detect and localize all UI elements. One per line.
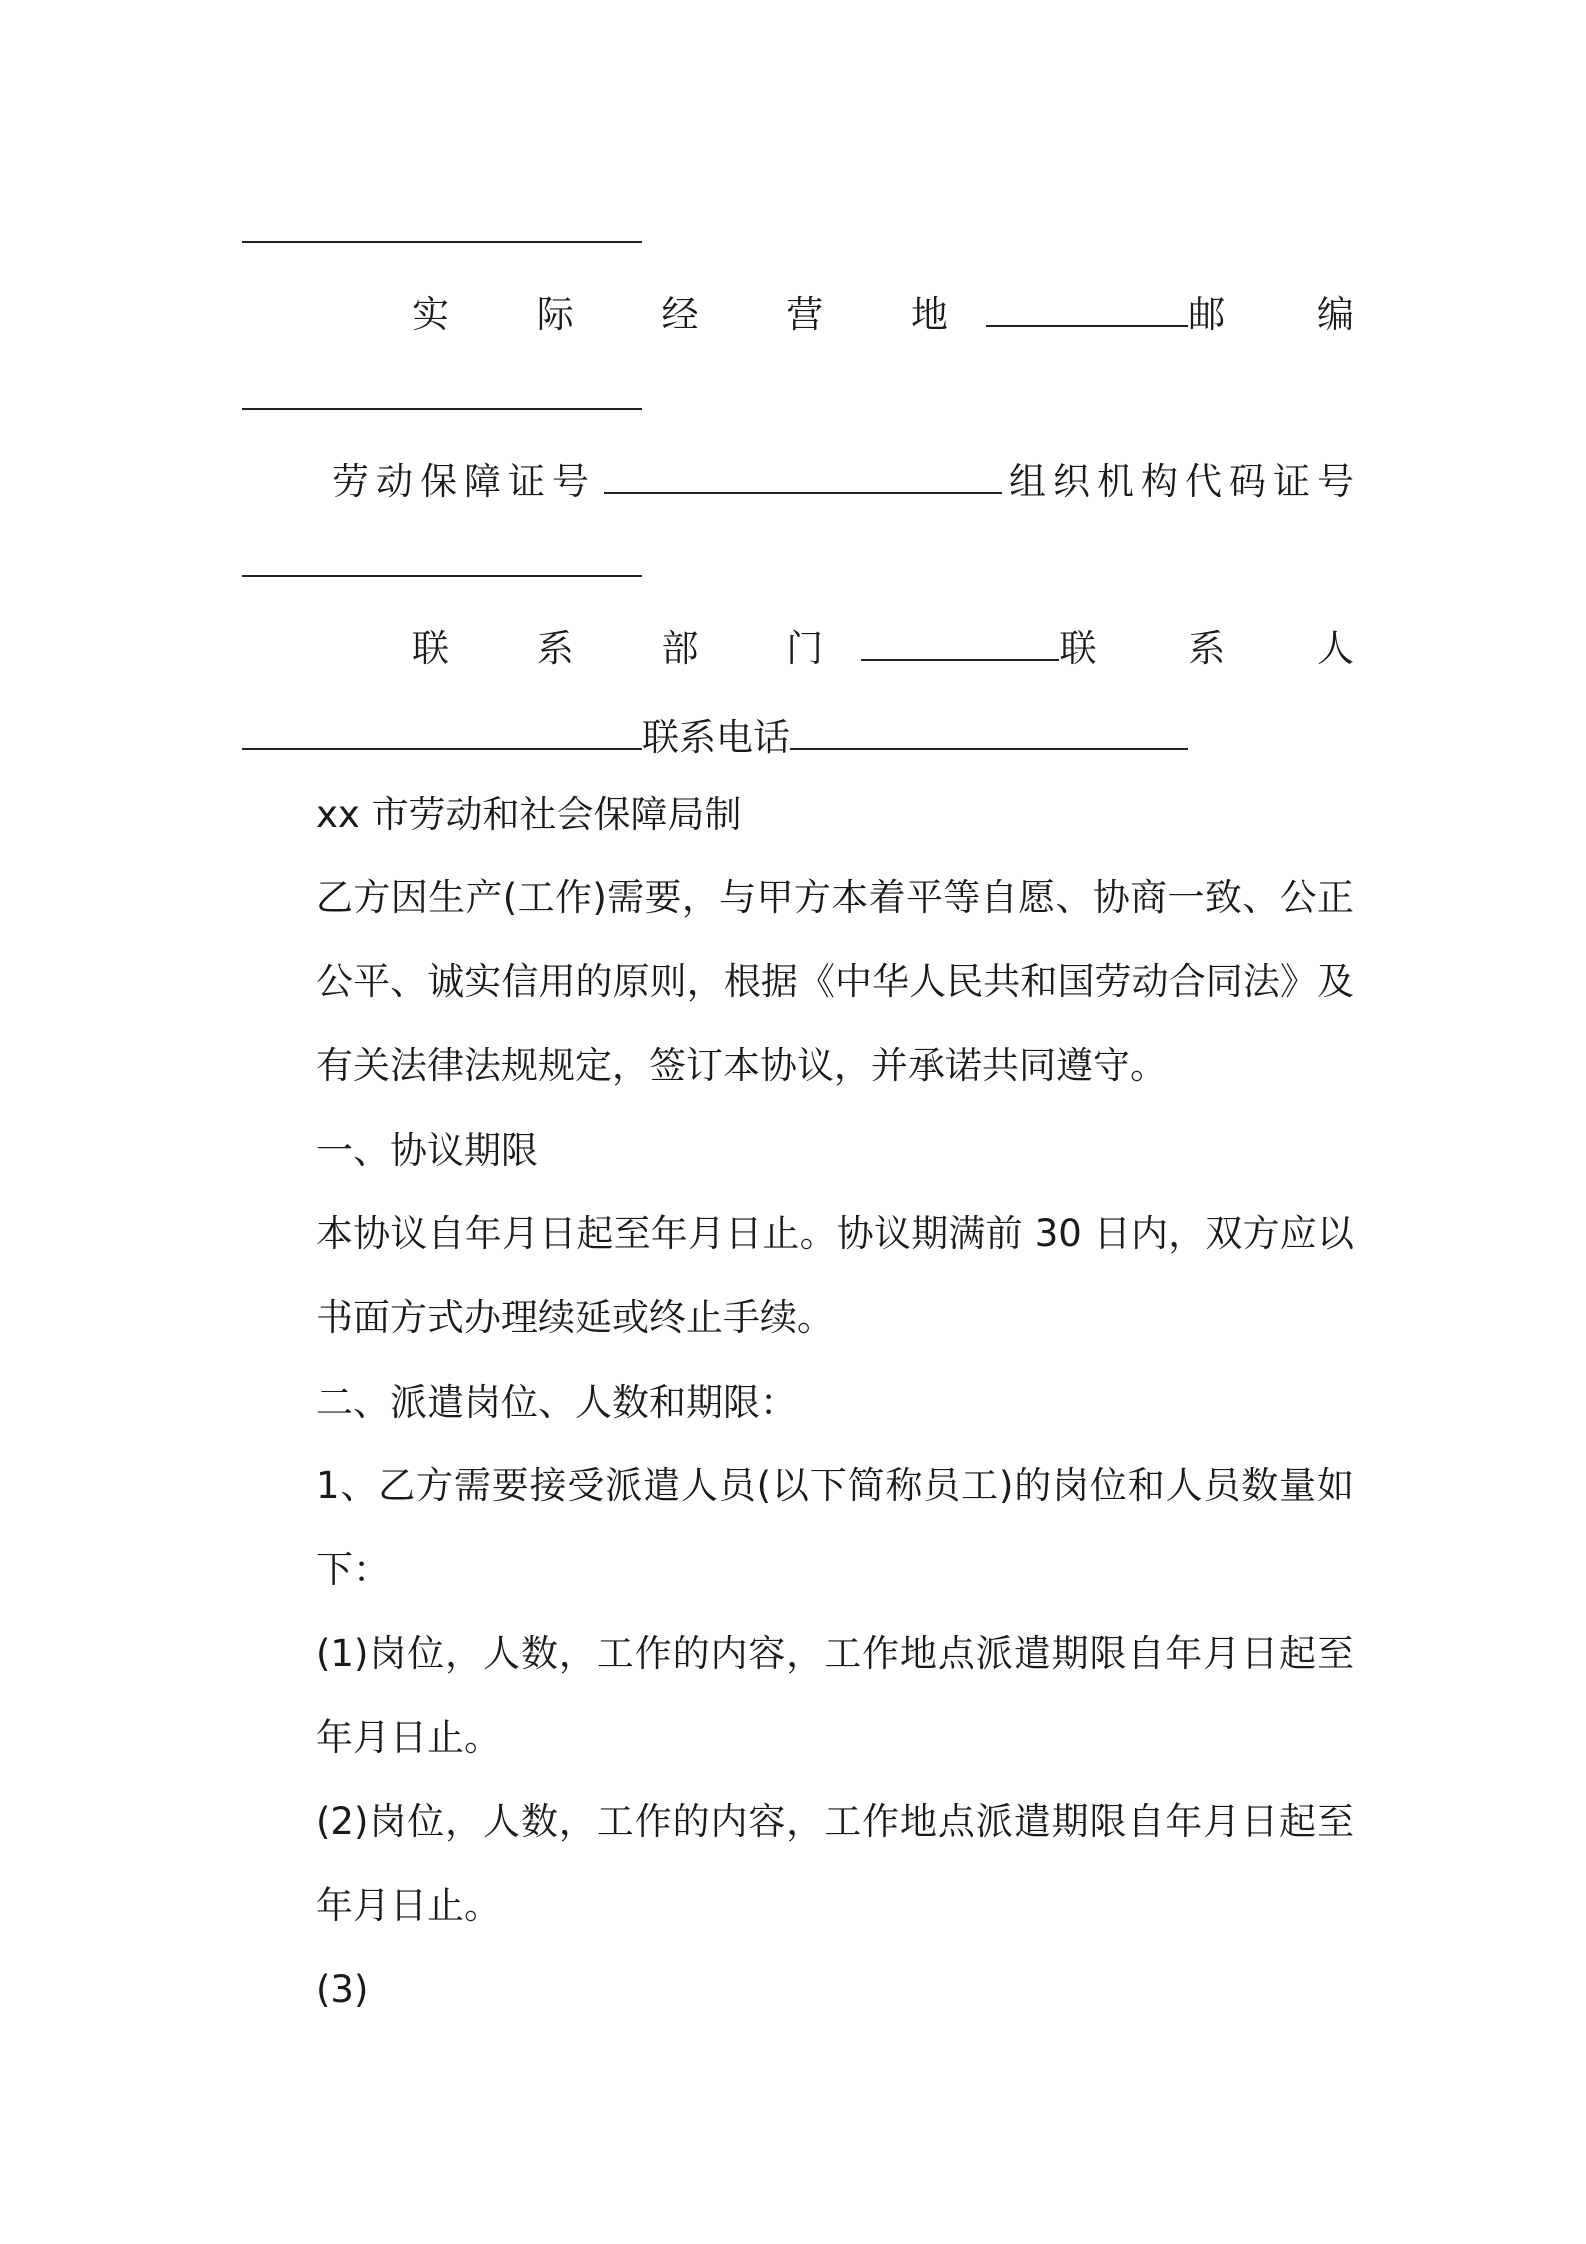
section2-item1-2	[242, 1780, 1354, 1948]
address-row	[242, 290, 1394, 340]
contact-dept-label: 联 系 部 门	[412, 627, 862, 670]
section1-body: 本协议自年月日起至年月日止。协议期满前 30 日内，双方应以书面方式办理续延或终止手续。	[316, 1212, 1354, 1339]
item1-2-text: (2)岗位，人数，工作的内容，工作地点派遣期限自年月日起至年月日止。	[316, 1800, 1354, 1927]
blank-line-top	[242, 206, 1354, 256]
item1-3-text: (3)	[316, 1968, 369, 2011]
section1-heading: 一、协议期限	[316, 1129, 538, 1172]
item1-1-text: (1)岗位，人数，工作的内容，工作地点派遣期限自年月日起至年月日止。	[316, 1632, 1354, 1759]
actual-address-label: 实 际 经 营 地	[412, 293, 987, 336]
item1-text: 1、乙方需要接受派遣人员(以下简称员工)的岗位和人员数量如下：	[316, 1464, 1354, 1591]
phone-row	[242, 713, 1354, 763]
contact-dept-blank	[861, 625, 1059, 661]
underline	[242, 541, 642, 577]
contact-phone-blank	[790, 714, 1188, 750]
intro-paragraph	[242, 856, 1354, 1108]
section2-item1	[242, 1444, 1354, 1612]
labor-cert-blank	[604, 458, 1002, 494]
contact-row	[242, 624, 1394, 674]
contact-phone-label: 联系电话	[642, 716, 790, 759]
contact-person-blank	[242, 714, 642, 750]
section2-item1-1	[242, 1612, 1354, 1780]
labor-cert-label: 劳动保障证号	[332, 460, 596, 503]
postal-code-label: 邮 编	[1188, 293, 1394, 336]
blank-line-org	[242, 540, 1354, 590]
address-blank	[986, 291, 1188, 327]
section1-paragraph	[242, 1192, 1354, 1360]
intro-text: 乙方因生产(工作)需要，与甲方本着平等自愿、协商一致、公正公平、诚实信用的原则，根据《中华人民共和国劳动合同法》及有关法律法规规定，签订本协议，并承诺共同遵守。	[316, 876, 1354, 1087]
underline	[242, 374, 642, 410]
org-code-label: 组织机构代码证号	[1009, 460, 1361, 503]
underline	[242, 207, 642, 243]
section2-item1-3	[242, 1948, 1354, 2032]
cert-row	[242, 457, 1361, 507]
blank-line-postal	[242, 373, 1354, 423]
contact-person-label: 联 系 人	[1059, 627, 1394, 670]
section2-heading: 二、派遣岗位、人数和期限：	[316, 1381, 797, 1424]
issuer-line: xx 市劳动和社会保障局制	[316, 793, 742, 836]
